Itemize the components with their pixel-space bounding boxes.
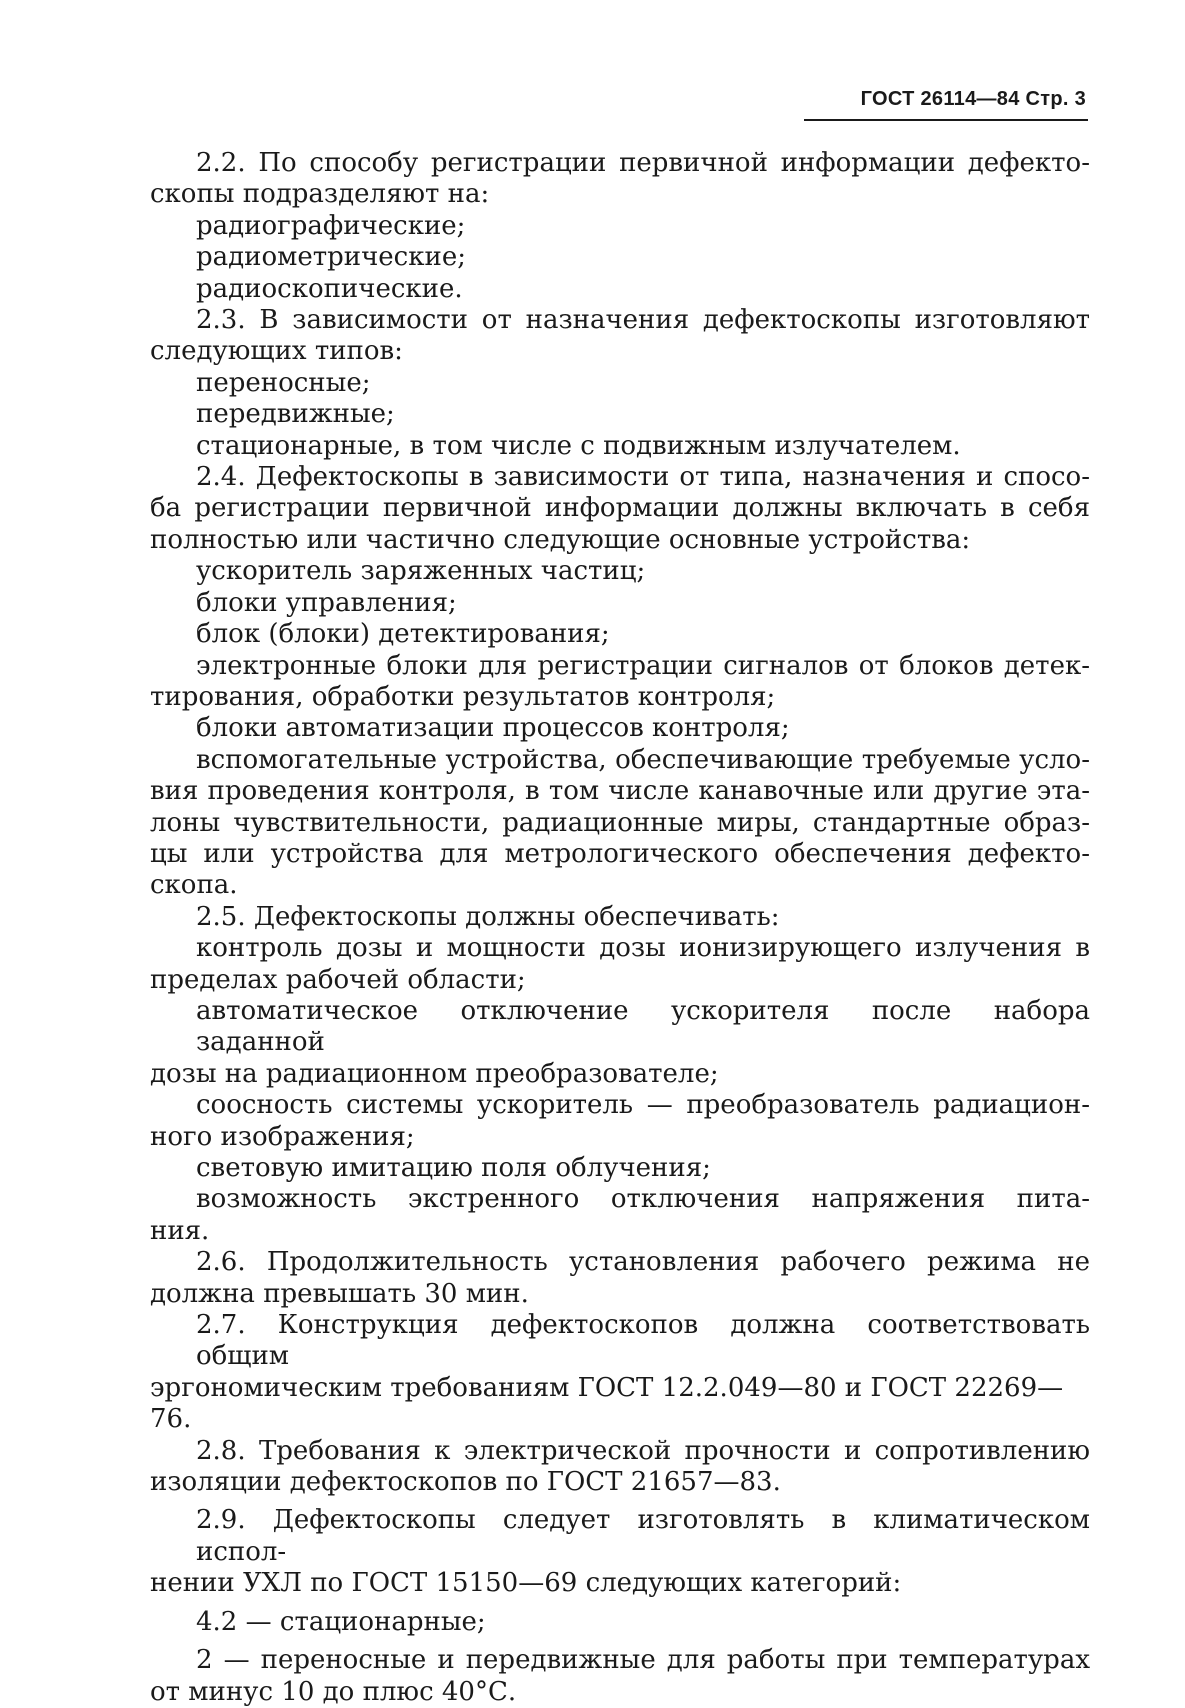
page-number: Стр. 3 — [1025, 88, 1086, 110]
clause-2-2-line-1: 2.2. По способу регистрации первичной информации дефекто- — [196, 148, 1090, 178]
list-item: радиографические; — [196, 210, 466, 241]
list-item-continuation: лоны чувствительности, радиационные миры, стандартные образ- — [150, 807, 1090, 838]
clause-2-9-line-2: нении УХЛ по ГОСТ 15150—69 следующих категорий: — [150, 1568, 902, 1599]
clause-2-4-line-3: полностью или частично следующие основные устройства: — [150, 524, 971, 555]
clause-2-4-line-2: ба регистрации первичной информации должны включать в себя — [150, 493, 1090, 524]
clause-2-2-line-2: скопы подразделяют на: — [150, 179, 490, 210]
list-item: блок (блоки) детектирования; — [196, 619, 610, 650]
list-item: стационарные, в том числе с подвижным излучателем. — [196, 430, 961, 461]
standard-number: ГОСТ 26114—84 — [860, 88, 1020, 110]
list-item: 2 — переносные и передвижные для работы при температурах — [196, 1645, 1090, 1676]
clause-2-3-line-2: следующих типов: — [150, 336, 403, 367]
list-item: переносные; — [196, 367, 371, 398]
clause-2-5-line-1: 2.5. Дефектоскопы должны обеспечивать: — [196, 901, 780, 932]
clause-2-7-line-1: 2.7. Конструкция дефектоскопов должна соответствовать общим — [196, 1310, 1090, 1372]
list-item: соосность системы ускоритель — преобразователь радиацион- — [196, 1090, 1090, 1121]
list-item-continuation: вия проведения контроля, в том числе канавочные или другие эта- — [150, 776, 1090, 807]
clause-2-8-line-1: 2.8. Требования к электрической прочности и сопротивлению — [196, 1435, 1090, 1466]
list-item-continuation: цы или устройства для метрологического обеспечения дефекто- — [150, 838, 1090, 869]
list-item: возможность экстренного отключения напряжения пита- — [196, 1184, 1090, 1215]
clause-2-3-line-1: 2.3. В зависимости от назначения дефектоскопы изготовляют — [196, 305, 1090, 336]
list-item: блоки автоматизации процессов контроля; — [196, 713, 790, 744]
list-item-continuation: ного изображения; — [150, 1121, 415, 1152]
list-item: световую имитацию поля облучения; — [196, 1153, 711, 1183]
clause-2-9-line-1: 2.9. Дефектоскопы следует изготовлять в климатическом испол- — [196, 1505, 1090, 1567]
document-body — [150, 148, 1090, 1708]
list-item: радиоскопические. — [196, 273, 463, 304]
clause-2-8-line-2: изоляции дефектоскопов по ГОСТ 21657—83. — [150, 1467, 781, 1498]
list-item: электронные блоки для регистрации сигналов от блоков детек- — [196, 650, 1090, 681]
clause-2-6-line-2: должна превышать 30 мин. — [150, 1278, 529, 1309]
list-item: ускоритель заряженных частиц; — [196, 556, 646, 587]
list-item-continuation: от минус 10 до плюс 40°С. — [150, 1676, 517, 1707]
clause-2-6-line-1: 2.6. Продолжительность установления рабочего режима не — [196, 1247, 1090, 1278]
page-header — [804, 86, 1086, 112]
list-item: вспомогательные устройства, обеспечивающие требуемые усло- — [196, 744, 1090, 775]
clause-2-7-line-2: эргономическим требованиям ГОСТ 12.2.049—80 и ГОСТ 22269—76. — [150, 1372, 1064, 1435]
list-item: передвижные; — [196, 399, 395, 430]
list-item-continuation: пределах рабочей области; — [150, 964, 526, 995]
list-item-continuation: тирования, обработки результатов контроля; — [150, 681, 776, 712]
list-item: 4.2 — стационарные; — [196, 1606, 486, 1637]
list-item: радиометрические; — [196, 242, 466, 273]
list-item: блоки управления; — [196, 587, 457, 618]
list-item-continuation: дозы на радиационном преобразователе; — [150, 1058, 719, 1089]
list-item: автоматическое отключение ускорителя после набора заданной — [196, 995, 1090, 1058]
list-item-continuation: ния. — [150, 1215, 210, 1246]
clause-2-4-line-1: 2.4. Дефектоскопы в зависимости от типа, назначения и спосо- — [196, 462, 1090, 493]
list-item-continuation: скопа. — [150, 870, 238, 901]
list-item: контроль дозы и мощности дозы ионизирующего излучения в — [196, 933, 1090, 964]
header-rule — [804, 119, 1088, 121]
